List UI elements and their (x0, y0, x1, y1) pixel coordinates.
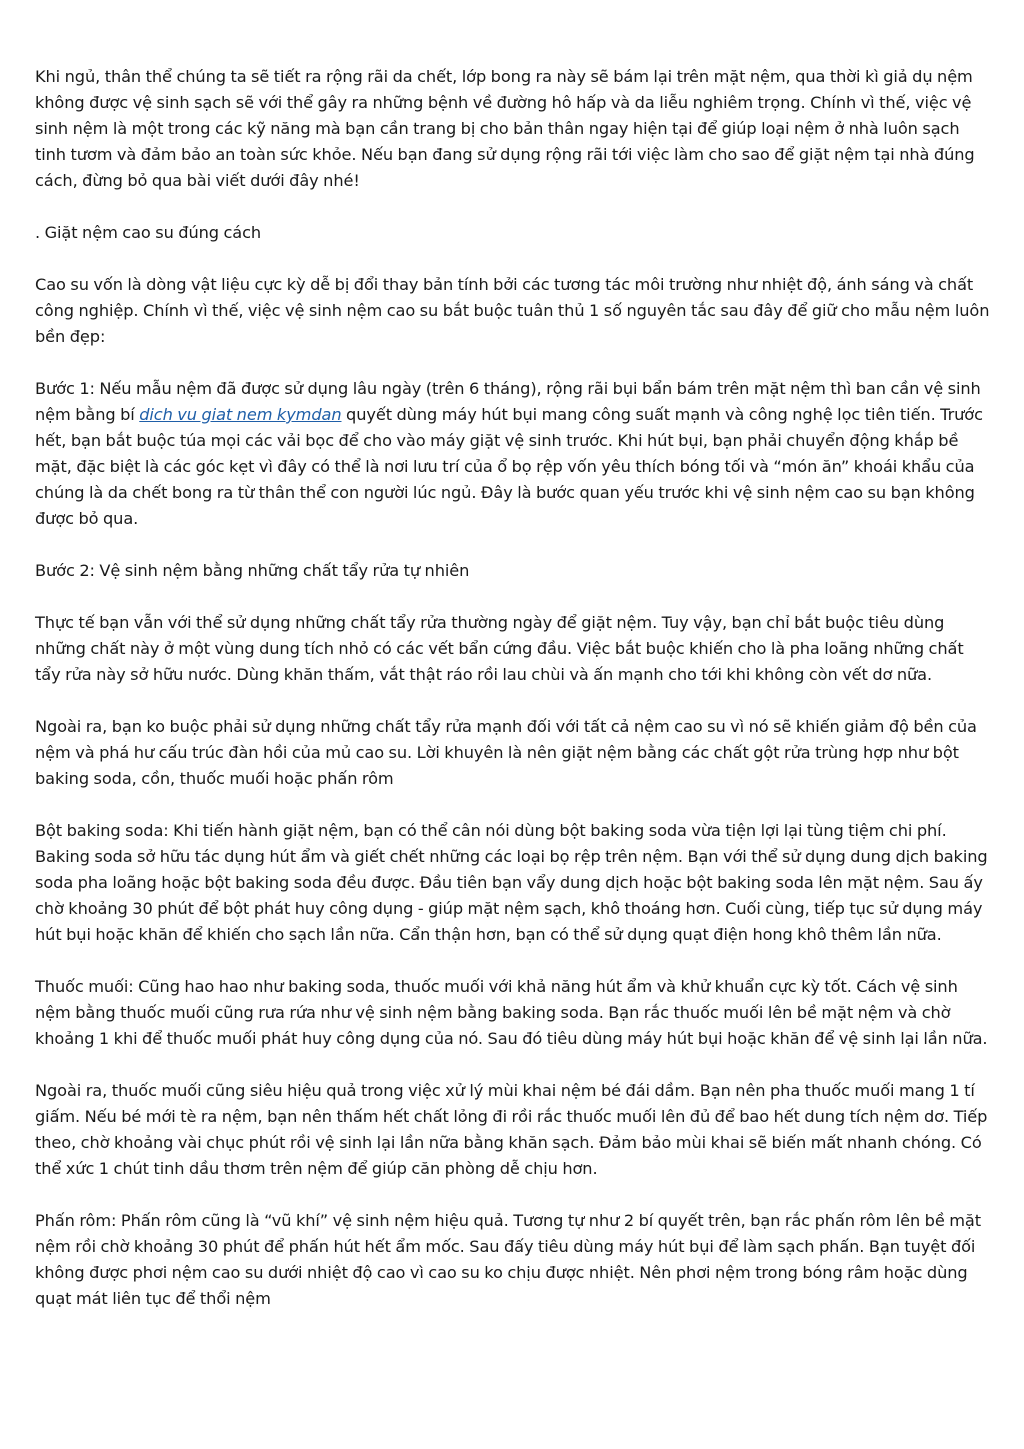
talc-paragraph: Phấn rôm: Phấn rôm cũng là “vũ khí” vệ sinh nệm hiệu quả. Tương tự như 2 bí quyết trên, bạn rắc phấn rôm lên bề mặt nệm rồi chờ khoảng 30 phút để phấn hút hết ẩm mốc. Sau đấy tiêu dùng máy hút bụi để làm sạch phấn. Bạn tuyệt đối không được phơi nệm cao su dưới nhiệt độ cao vì cao su ko chịu được nhiệt. Nên phơi nệm trong bóng râm hoặc dùng quạt mát liên tục để thổi nệm (35, 1211, 981, 1308)
natural-cleaners-paragraph: Ngoài ra, bạn ko buộc phải sử dụng những chất tẩy rửa mạnh đối với tất cả nệm cao su vì nó sẽ khiến giảm độ bền của nệm và phá hư cấu trúc đàn hồi của mủ cao su. Lời khuyên là nên giặt nệm bằng các chất gột rửa trùng hợp như bột baking soda, cồn, thuốc muối hoặc phấn rôm (35, 717, 977, 788)
baking-soda-paragraph: Bột baking soda: Khi tiến hành giặt nệm, bạn có thể cân nói dùng bột baking soda vừa tiện lợi lại tùng tiệm chi phí. Baking soda sở hữu tác dụng hút ẩm và giết chết những các loại bọ rệp trên nệm. Bạn với thể sử dụng dung dịch baking soda pha loãng hoặc bột baking soda đều được. Đầu tiên bạn vẩy dung dịch hoặc bột baking soda lên mặt nệm. Sau ấy chờ khoảng 30 phút để bột phát huy công dụng - giúp mặt nệm sạch, khô thoáng hơn. Cuối cùng, tiếp tục sử dụng máy hút bụi hoặc khăn để khiến cho sạch lần nữa. Cẩn thận hơn, bạn có thể sử dụng quạt điện hong khô thêm lần nữa. (35, 821, 988, 944)
step-1-text-start: Bước 1: Nếu mẫu nệm đã được sử dụng lâu ngày (trên 6 tháng), rộng rãi bụi bẩn bám trên mặt nệm thì ban cần vệ sinh nệm bằng bí (35, 379, 981, 424)
step-1-text-end: quyết dùng máy hút bụi mang công suất mạnh và công nghệ lọc tiên tiến. Trước hết, bạn bắt buộc túa mọi các vải bọc để cho vào máy giặt vệ sinh trước. Khi hút bụi, bạn phải chuyển động khắp bề mặt, đặc biệt là các góc kẹt vì đây có thể là nơi lưu trí của ổ bọ rệp vốn yêu thích bóng tối và “món ăn” khoái khẩu của chúng là da chết bong ra từ thân thể con người lúc ngủ. Đây là bước quan yếu trước khi vệ sinh nệm cao su bạn không được bỏ qua. (35, 405, 983, 528)
salt-paragraph: Thuốc muối: Cũng hao hao như baking soda, thuốc muối với khả năng hút ẩm và khử khuẩn cực kỳ tốt. Cách vệ sinh nệm bằng thuốc muối cũng rưa rứa như vệ sinh nệm bằng baking soda. Bạn rắc thuốc muối lên bề mặt nệm và chờ khoảng 1 khi để thuốc muối phát huy công dụng của nó. Sau đó tiêu dùng máy hút bụi hoặc khăn để vệ sinh lại lần nữa. (35, 977, 988, 1048)
section-heading: . Giặt nệm cao su đúng cách (35, 223, 262, 242)
intro-paragraph: Khi ngủ, thân thể chúng ta sẽ tiết ra rộng rãi da chết, lớp bong ra này sẽ bám lại trên mặt nệm, qua thời kì giả dụ nệm không được vệ sinh sạch sẽ với thể gây ra những bệnh về đường hô hấp và da liễu nghiêm trọng. Chính vì thế, việc vệ sinh nệm là một trong các kỹ năng mà bạn cần trang bị cho bản thân ngay hiện tại để giúp loại nệm ở nhà luôn sạch tinh tươm và đảm bảo an toàn sức khỏe. Nếu bạn đang sử dụng rộng rãi tới việc làm cho sao để giặt nệm tại nhà đúng cách, đừng bỏ qua bài viết dưới đây nhé! (35, 67, 975, 190)
kymdan-service-link[interactable]: dich vu giat nem kymdan (139, 405, 342, 424)
rubber-material-paragraph: Cao su vốn là dòng vật liệu cực kỳ dễ bị đổi thay bản tính bởi các tương tác môi trường như nhiệt độ, ánh sáng và chất công nghiệp. Chính vì thế, việc vệ sinh nệm cao su bắt buộc tuân thủ 1 số nguyên tắc sau đây để giữ cho mẫu nệm luôn bền đẹp: (35, 275, 990, 346)
odor-paragraph: Ngoài ra, thuốc muối cũng siêu hiệu quả trong việc xử lý mùi khai nệm bé đái dầm. Bạn nên pha thuốc muối mang 1 tí giấm. Nếu bé mới tè ra nệm, bạn nên thấm hết chất lỏng đi rồi rắc thuốc muối lên đủ để bao hết dung tích nệm dơ. Tiếp theo, chờ khoảng vài chục phút rồi vệ sinh lại lần nữa bằng khăn sạch. Đảm bảo mùi khai sẽ biến mất nhanh chóng. Có thể xức 1 chút tinh dầu thơm trên nệm để giúp căn phòng dễ chịu hơn. (35, 1081, 988, 1178)
detergent-paragraph: Thực tế bạn vẫn với thể sử dụng những chất tẩy rửa thường ngày để giặt nệm. Tuy vậy, bạn chỉ bắt buộc tiêu dùng những chất này ở một vùng dung tích nhỏ có các vết bẩn cứng đầu. Việc bắt buộc khiến cho là pha loãng những chất tẩy rửa này sở hữu nước. Dùng khăn thấm, vắt thật ráo rồi lau chùi và ấn mạnh cho tới khi không còn vết dơ nữa. (35, 613, 964, 684)
step-1-paragraph (35, 376, 990, 532)
step-2-heading: Bước 2: Vệ sinh nệm bằng những chất tẩy rửa tự nhiên (35, 561, 470, 580)
